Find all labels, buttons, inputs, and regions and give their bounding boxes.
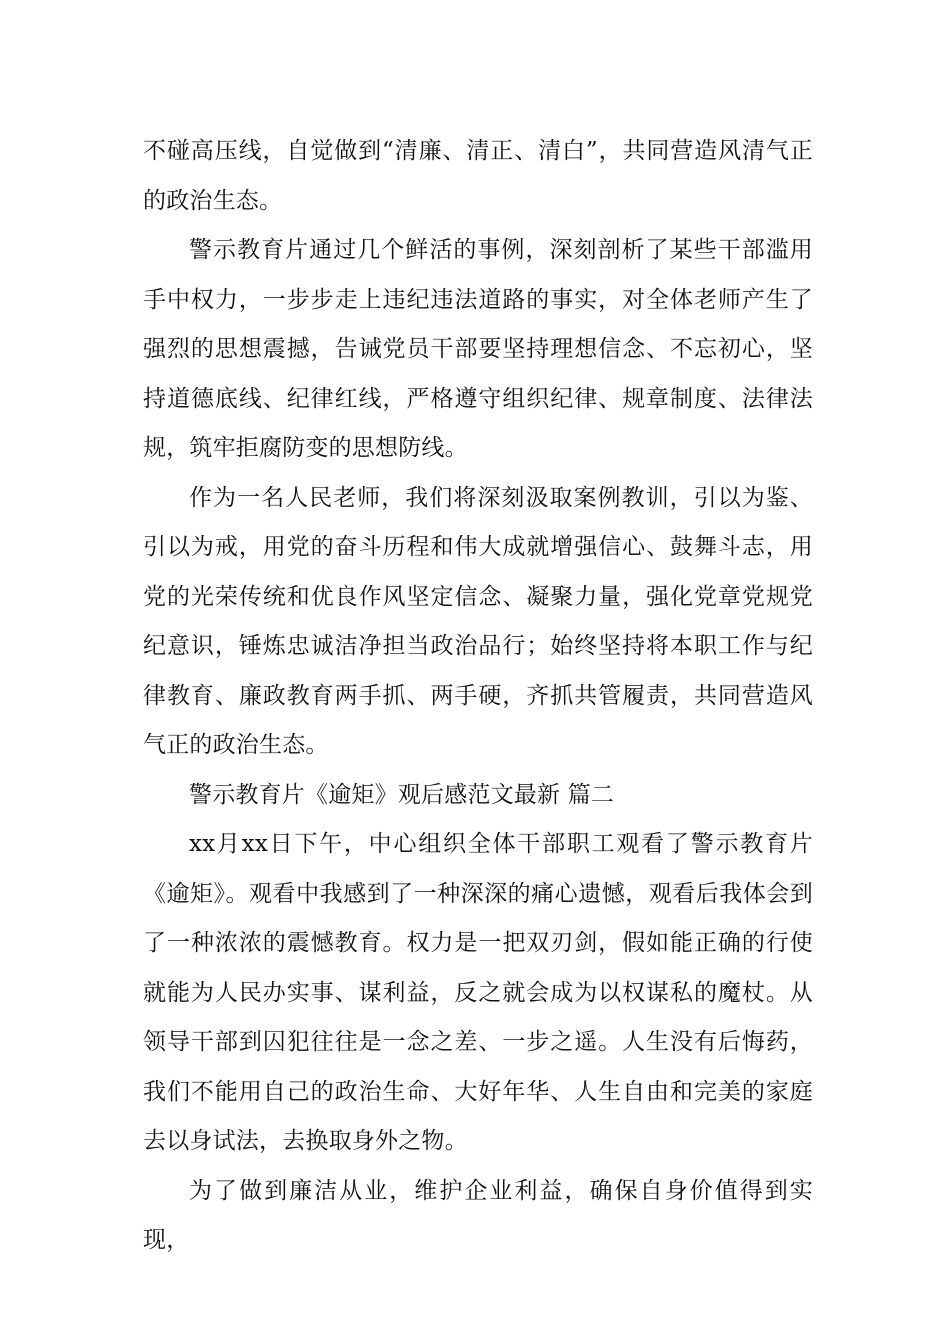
paragraph-warning-film: 警示教育片通过几个鲜活的事例，深刻剖析了某些干部滥用手中权力，一步步走上违纪违法道路的事实，对全体老师产生了强烈的思想震撼，告诫党员干部要坚持理想信念、不忘初心，坚持道德底线、纪律红线，严格遵守组织纪律、规章制度、法律法规，筑牢拒腐防变的思想防线。 (143, 237, 813, 461)
paragraph-integrity: 为了做到廉洁从业，维护企业利益，确保自身价值得到实现， (143, 1177, 813, 1253)
paragraph-continuation: 不碰高压线，自觉做到“清廉、清正、清白”，共同营造风清气正的政治生态。 (143, 138, 813, 214)
paragraph-teacher: 作为一名人民老师，我们将深刻汲取案例教训，引以为鉴、引以为戒，用党的奋斗历程和伟大成就增强信心、鼓舞斗志，用党的光荣传统和优良作风坚定信念、凝聚力量，强化党章党规党纪意识，锤炼忠诚洁净担当政治品行；始终坚持将本职工作与纪律教育、廉政教育两手抓、两手硬，齐抓共管履责，共同营造风气正的政治生态。 (143, 484, 813, 758)
document-body (143, 127, 813, 1266)
section-heading: 警示教育片《逾矩》观后感范文最新 篇二 (189, 781, 615, 808)
paragraph-viewing: xx月xx日下午，中心组织全体干部职工观看了警示教育片《逾矩》。观看中我感到了一种深深的痛心遗憾，观看后我体会到了一种浓浓的震憾教育。权力是一把双刃剑，假如能正确的行使就能为人民办实事、谋利益，反之就会成为以权谋私的魔杖。从领导干部到囚犯往往是一念之差、一步之遥。人生没有后悔药，我们不能用自己的政治生命、大好年华、人生自由和完美的家庭去以身试法，去换取身外之物。 (143, 831, 813, 1154)
